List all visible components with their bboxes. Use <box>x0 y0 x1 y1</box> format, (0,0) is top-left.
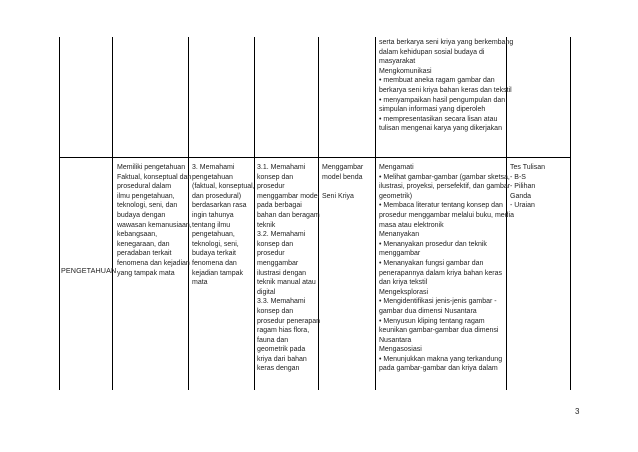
row1-learning-steps: serta berkarya seni kriya yang berkembang dalam kehidupan sosial budaya di masyarakat Mengkomunikasi • membuat aneka ragam gambar dan berkarya seni kriya bahan keras dan tekstil • menyampaikan hasil pengumpulan dan simpulan informasi yang diperoleh • mempresentasikan secara lisan atau tulisan mengenai karya yang dikerjakan <box>379 39 514 133</box>
table-divider <box>375 37 376 390</box>
basic-competency-cell: 3. Memahami pengetahuan (faktual, konseptual, dan prosedural) berdasarkan rasa ingin tahunya tentang ilmu pengetahuan, teknologi, seni, budaya terkait fenomena dan kejadian tampak mata <box>192 164 255 287</box>
row-divider <box>59 157 571 158</box>
indicators-cell: 3.1. Memahami konsep dan prosedur menggambar model pada berbagai bahan dan beragam teknik 3.2. Memahami konsep dan prosedur menggambar ilustrasi dengan teknik manual atau digital 3.3. Memahami konsep dan prosedur penerapan ragam hias flora, fauna dan geometrik pada kriya dari bahan keras dengan <box>257 164 321 373</box>
assessment-cell: Tes Tulisan - B-S - Pilihan Ganda - Uraian <box>510 164 546 210</box>
table-border-left <box>59 37 60 390</box>
table-border-right <box>570 37 571 390</box>
learning-activities-cell: Mengamati • Melihat gambar-gambar (gambar sketsa, ilustrasi, proyeksi, persefektif, dan gambar geometrik) • Membaca literatur tentang konsep dan prosedur menggambar melalui buku, media masa atau elektronik Menanyakan • Menanyakan prosedur dan teknik menggambar • Menanyakan fungsi gambar dan penerapannya dalam kriya bahan keras dan kriya tekstil Mengeksplorasi • Mengidentifikasi jenis-jenis gambar - gambar dua dimensi Nusantara • Menyusun kliping tentang ragam keunikan gambar-gambar dua dimensi Nusantara Mengasosiasi • Menunjukkan makna yang terkandung pada gambar-gambar dan kriya dalam <box>379 164 515 373</box>
core-competency-cell: Memiliki pengetahuan Faktual, konseptual dan prosedural dalam ilmu pengetahuan, teknologi, seni, dan budaya dengan wawasan kemanusiaan, kebangsaan, kenegaraan, dan peradaban terkait fenomena dan kejadian yang tampak mata <box>117 164 192 277</box>
table-divider <box>112 37 113 390</box>
page-number: 3 <box>575 407 580 416</box>
aspect-label: PENGETAHUAN <box>61 266 117 275</box>
material-cell: Menggambar model benda Seni Kriya <box>322 164 364 200</box>
